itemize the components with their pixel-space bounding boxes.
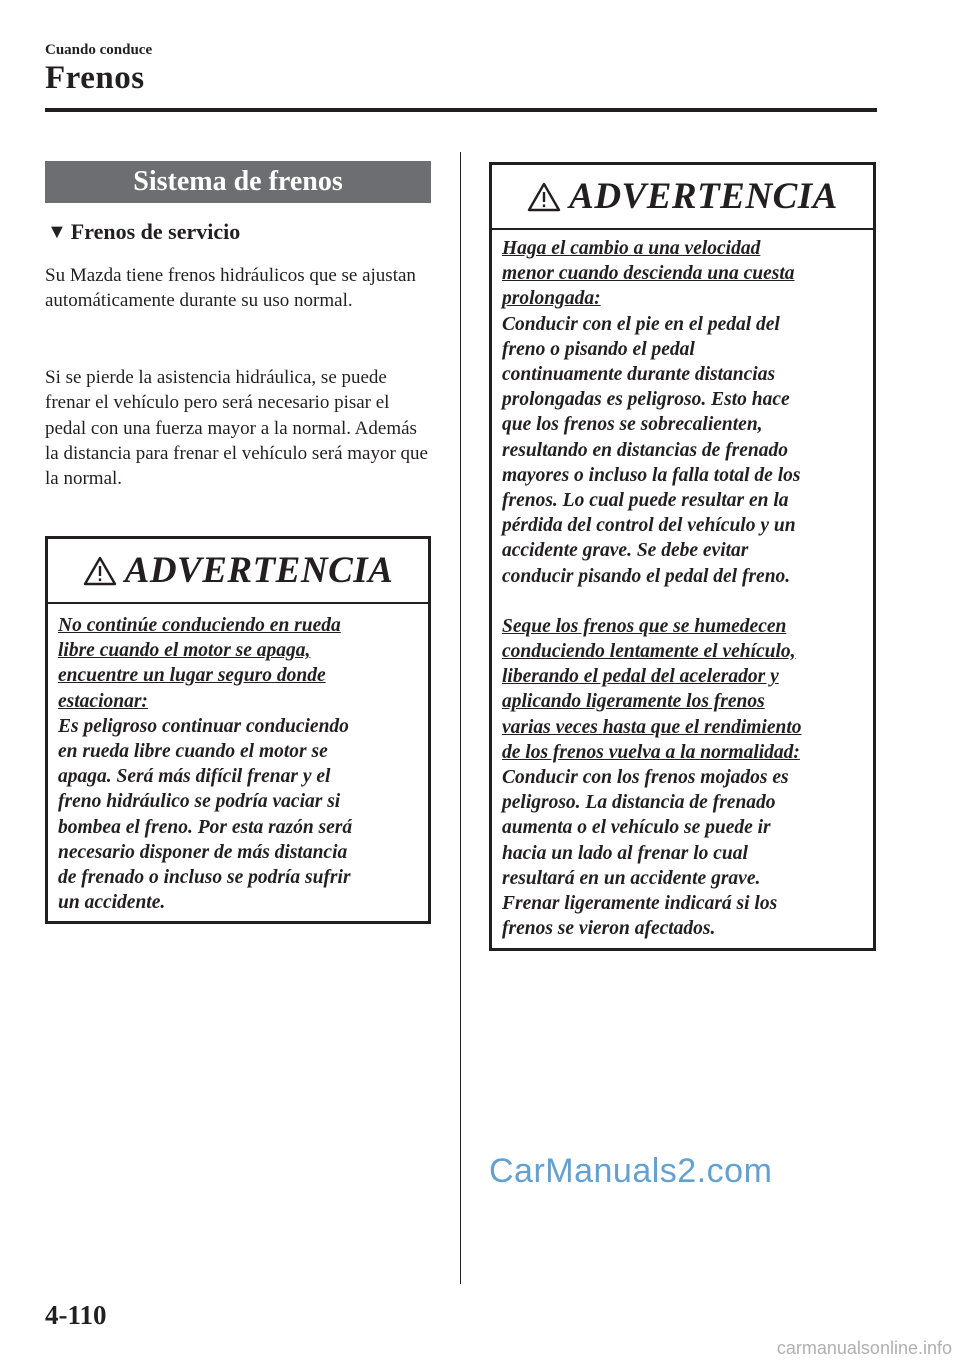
warning-heading-line: de los frenos vuelva a la normalidad:: [502, 741, 800, 763]
warning-text: [48, 604, 428, 915]
warning-triangle-icon: [83, 556, 117, 586]
warning-text-line: Frenar ligeramente indicará si los: [502, 893, 778, 915]
warning-heading-line: varias veces hasta que el rendimiento: [502, 716, 802, 738]
warning-text-line: hacia un lado al frenar lo cual: [502, 842, 748, 864]
page-title: Frenos: [45, 60, 145, 96]
warning-text-line: pérdida del control del vehículo y un: [502, 515, 796, 537]
warning-heading-line: Seque los frenos que se humedecen: [502, 615, 787, 637]
warning-title: ADVERTENCIA: [569, 176, 838, 217]
warning-text-line: freno hidráulico se podría vaciar si: [58, 791, 341, 813]
warning-text-line: que los frenos se sobrecalienten,: [502, 414, 763, 436]
warning-heading-line: prolongada:: [502, 288, 601, 310]
warning-box-left: [45, 536, 431, 924]
warning-text-line: mayores o incluso la falla total de los: [502, 464, 801, 486]
warning-heading-line: libre cuando el motor se apaga,: [58, 640, 311, 662]
warning-spacer: [502, 589, 873, 614]
warning-text-line: continuamente durante distancias: [502, 364, 776, 386]
warning-heading-line: liberando el pedal del acelerador y: [502, 666, 779, 688]
warning-text-line: Conducir con los frenos mojados es: [502, 767, 789, 789]
subheading: [47, 219, 240, 245]
warning-heading-line: conduciendo lentamente el vehículo,: [502, 641, 796, 663]
column-divider: [460, 152, 461, 1284]
warning-heading-line: Haga el cambio a una velocidad: [502, 238, 761, 259]
header-kicker: Cuando conduce: [45, 42, 153, 58]
warning-triangle-icon: [527, 182, 561, 212]
warning-heading-line: menor cuando descienda una cuesta: [502, 263, 795, 285]
warning-title: ADVERTENCIA: [124, 550, 394, 591]
warning-text-line: Conducir con el pie en el pedal del: [502, 313, 780, 335]
warning-text-line: peligroso. La distancia de frenado: [502, 792, 776, 814]
warning-text-line: bombea el freno. Por esta razón será: [58, 816, 353, 838]
page-number: 4-110: [45, 1300, 107, 1330]
warning-header: [492, 165, 873, 230]
warning-text-line: un accidente.: [58, 892, 166, 914]
warning-text-line: necesario disponer de más distancia: [58, 841, 348, 863]
warning-text-line: en rueda libre cuando el motor se: [58, 741, 328, 763]
warning-text-line: frenos. Lo cual puede resultar en la: [502, 490, 789, 512]
body-paragraph-1: Su Mazda tiene frenos hidráulicos que se ajustan automáticamente durante su uso normal.: [45, 265, 416, 312]
warning-text-line: prolongadas es peligroso. Esto hace: [502, 389, 790, 411]
warning-text-line: de frenado o incluso se podría sufrir: [58, 867, 351, 889]
warning-text-line: aumenta o el vehículo se puede ir: [502, 817, 771, 839]
warning-heading-line: encuentre un lugar seguro donde: [58, 665, 326, 687]
triangle-down-icon: ▼: [47, 220, 67, 243]
warning-text-line: Es peligroso continuar conduciendo: [58, 715, 349, 737]
warning-text-line: apaga. Será más difícil frenar y el: [58, 766, 331, 788]
warning-text: [492, 230, 873, 941]
body-paragraph-2: Si se pierde la asistencia hidráulica, se puede frenar el vehículo pero será necesario pisar el pedal con una fuerza mayor a la normal. Además la distancia para frenar el vehículo será mayor que la normal.: [45, 367, 428, 490]
warning-box-right: [489, 162, 876, 951]
warning-text-line: resultando en distancias de frenado: [502, 439, 789, 461]
warning-heading-line: No continúe conduciendo en rueda: [58, 615, 341, 636]
warning-heading-line: aplicando ligeramente los frenos: [502, 691, 765, 713]
header-rule: [45, 108, 877, 112]
section-banner: Sistema de frenos: [45, 161, 431, 203]
warning-text-line: accidente grave. Se debe evitar: [502, 540, 749, 562]
warning-text-line: freno o pisando el pedal: [502, 338, 695, 360]
warning-header: [48, 539, 428, 604]
warning-text-line: conducir pisando el pedal del freno.: [502, 565, 791, 587]
watermark-logo: CarManuals2.com: [489, 1152, 773, 1190]
watermark-site: carmanualsonline.info: [776, 1338, 952, 1358]
subheading-label: Frenos de servicio: [70, 219, 241, 244]
warning-heading-line: estacionar:: [58, 690, 148, 712]
warning-text-line: frenos se vieron afectados.: [502, 918, 716, 940]
warning-text-line: resultará en un accidente grave.: [502, 867, 761, 889]
